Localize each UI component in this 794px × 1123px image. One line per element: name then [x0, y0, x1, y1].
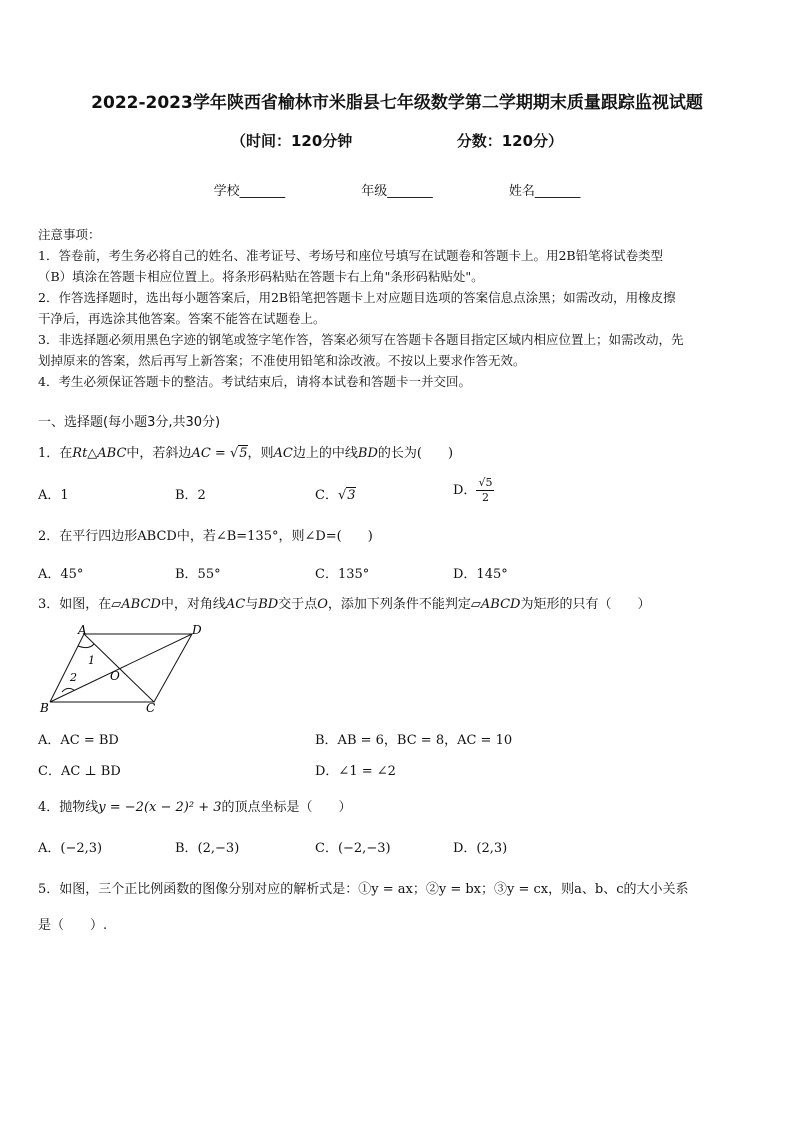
- q1-option-a[interactable]: A．1: [38, 488, 69, 503]
- question-1: 1．在Rt△ABC中，若斜边AC = √5，则AC边上的中线BD的长为( ): [38, 446, 454, 461]
- q2-option-a[interactable]: A．45°: [38, 567, 84, 582]
- section-title: 一、选择题(每小题3分,共30分): [38, 415, 221, 430]
- question-5-cont: 是（ ）.: [38, 918, 108, 933]
- exam-time-score: （时间：120分钟 分数：120分）: [230, 132, 564, 150]
- notice-line: （B）填涂在答题卡相应位置上。将条形码粘贴在答题卡右上角"条形码粘贴处"。: [38, 269, 484, 284]
- diagonal-ac: [84, 634, 154, 702]
- label-o: O: [110, 669, 120, 683]
- name-field: 姓名_______: [508, 184, 581, 199]
- student-info-row: [0, 180, 794, 199]
- label-angle-2: 2: [70, 671, 77, 684]
- notice-line: 1．答卷前，考生务必将自己的姓名、准考证号、考场号和座位号填写在试题卷和答题卡上。用2B铅笔将试卷类型: [38, 248, 664, 263]
- q3-option-c[interactable]: C．AC ⊥ BD: [38, 764, 121, 779]
- sqrt-symbol: √5: [229, 446, 248, 461]
- label-a: A: [78, 623, 87, 637]
- q3-option-d[interactable]: D．∠1 = ∠2: [315, 764, 396, 779]
- notice-heading: 注意事项：: [38, 227, 101, 242]
- question-2: 2．在平行四边形ABCD中，若∠B=135°，则∠D=( ): [38, 529, 373, 544]
- label-c: C: [146, 701, 156, 715]
- school-field: 学校_______: [213, 184, 286, 199]
- q1-option-c[interactable]: C．√3: [315, 488, 356, 503]
- question-3: 3．如图，在▱ABCD中，对角线AC与BD交于点O，添加下列条件不能判定▱ABCD为矩形的只有（ ）: [38, 597, 651, 612]
- notice-line: 3．非选择题必须用黑色字迹的钢笔或签字笔作答，答案必须写在答题卡各题目指定区域内相应位置上；如需改动，先: [38, 332, 684, 347]
- angle-1-arc: [78, 644, 94, 648]
- grade-field: 年级_______: [361, 184, 433, 199]
- q2-option-d[interactable]: D．145°: [453, 567, 508, 582]
- q2-option-c[interactable]: C．135°: [315, 567, 370, 582]
- notice-line: 划掉原来的答案，然后再写上新答案；不准使用铅笔和涂改液。不按以上要求作答无效。: [38, 353, 526, 368]
- q4-option-b[interactable]: B．(2,−3): [175, 841, 240, 856]
- q3-option-b[interactable]: B．AB = 6，BC = 8，AC = 10: [315, 733, 513, 748]
- q4-option-a[interactable]: A．(−2,3): [38, 841, 103, 856]
- page-title: 2022-2023学年陕西省榆林市米脂县七年级数学第二学期期末质量跟踪监视试题: [91, 93, 703, 113]
- question-5: 5．如图，三个正比例函数的图像分别对应的解析式是：①y = ax；②y = bx；③y = cx，则a、b、c的大小关系: [38, 882, 689, 897]
- q1-option-b[interactable]: B．2: [175, 488, 206, 503]
- notice-line: 干净后，再选涂其他答案。答案不能答在试题卷上。: [38, 311, 326, 326]
- label-d: D: [192, 623, 202, 637]
- q1-option-d[interactable]: D． $\frac{√5}{2}$: [453, 476, 493, 504]
- parallelogram-figure: [34, 620, 214, 715]
- q4-option-c[interactable]: C．(−2,−3): [315, 841, 391, 856]
- q3-option-a[interactable]: A．AC = BD: [38, 733, 119, 748]
- q2-option-b[interactable]: B．55°: [175, 567, 221, 582]
- label-b: B: [40, 701, 49, 715]
- diagonal-bd: [50, 634, 192, 702]
- question-4: 4．抛物线y = −2(x − 2)² + 3的顶点坐标是（ ）: [38, 800, 352, 815]
- q4-option-d[interactable]: D．(2,3): [453, 841, 508, 856]
- notice-block: [38, 224, 758, 392]
- notice-line: 2．作答选择题时，选出每小题答案后，用2B铅笔把答题卡上对应题目选项的答案信息点涂黑；如需改动，用橡皮擦: [38, 290, 676, 305]
- label-angle-1: 1: [88, 654, 95, 667]
- notice-line: 4．考生必须保证答题卡的整洁。考试结束后，请将本试卷和答题卡一并交回。: [38, 374, 471, 389]
